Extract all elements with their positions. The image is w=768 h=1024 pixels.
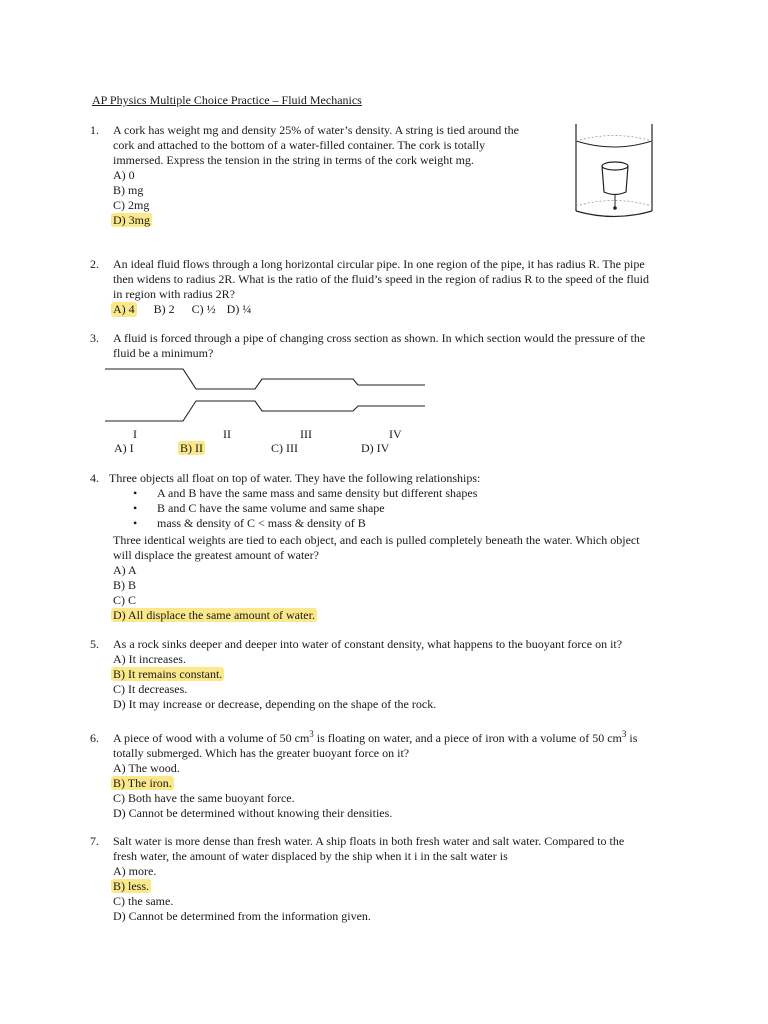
string-anchor [613, 206, 617, 210]
bullet-icon: • [133, 516, 138, 530]
pipe-bottom-wall [105, 401, 425, 421]
question-text-part: is [626, 731, 638, 745]
option-a: A) It increases. [113, 652, 186, 666]
page-title: AP Physics Multiple Choice Practice – Fluid Mechanics [92, 93, 362, 107]
option-b-answer: B) It remains constant. [113, 667, 223, 681]
option-d: D) It may increase or decrease, depending on the shape of the rock. [113, 697, 437, 711]
option-a-answer: A) 4 [113, 302, 135, 316]
question-number: 1. [90, 123, 99, 137]
question-text-part: is floating on water, and a piece of iron with a volume of 50 cm [313, 731, 622, 745]
cork-top [602, 162, 628, 170]
option-a: A) more. [113, 864, 157, 878]
question-text-line: will displace the greatest amount of water? [113, 548, 319, 562]
option-c: C) 2mg [113, 198, 150, 212]
option-c: C) C [113, 593, 137, 607]
question-text-line: fluid be a minimum? [113, 346, 214, 360]
section-label-i: I [133, 427, 137, 441]
question-number: 6. [90, 731, 99, 745]
bullet-icon: • [133, 486, 138, 500]
question-text-line: fresh water, the amount of water displaced by the ship when it i in the salt water is [113, 849, 508, 863]
option-a: A) I [114, 441, 134, 455]
option-b: B) B [113, 578, 137, 592]
option-c: C) the same. [113, 894, 174, 908]
superscript: 3 [621, 729, 627, 739]
section-label-iv: IV [389, 427, 402, 441]
question-number: 3. [90, 331, 99, 345]
option-d-answer: D) All displace the same amount of water. [113, 608, 315, 622]
option-c: C) ½ [191, 302, 216, 316]
question-text-line: in region with radius 2R? [113, 287, 235, 301]
option-b: B) mg [113, 183, 144, 197]
section-label-iii: III [300, 427, 312, 441]
option-d: D) Cannot be determined without knowing their densities. [113, 806, 393, 820]
question-number: 5. [90, 637, 99, 651]
option-b: B) 2 [153, 302, 175, 316]
option-c: C) It decreases. [113, 682, 188, 696]
option-d: D) ¼ [226, 302, 252, 316]
question-intro: Three objects all float on top of water. They have the following relationships: [109, 471, 481, 485]
option-b-answer: B) The iron. [113, 776, 172, 790]
question-text-line: totally submerged. Which has the greater buoyant force on it? [113, 746, 410, 760]
pipe-diagram [100, 366, 430, 428]
cork-container-diagram [570, 122, 660, 224]
question-text-line: An ideal fluid flows through a long horizontal circular pipe. In one region of the pipe, it has radius R. The pipe [113, 257, 645, 271]
question-text-line: then widens to radius 2R. What is the ratio of the fluid’s speed in the region of radius R to the speed of the fluid [113, 272, 650, 286]
bullet-item: B and C have the same volume and same shape [157, 501, 385, 515]
question-text-line: A fluid is forced through a pipe of changing cross section as shown. In which section would the pressure of the [113, 331, 646, 345]
question-number: 4. [90, 471, 99, 485]
option-d-answer: D) 3mg [113, 213, 150, 227]
bullet-icon: • [133, 501, 138, 515]
bullet-item: mass & density of C < mass & density of B [157, 516, 366, 530]
section-label-ii: II [223, 427, 231, 441]
question-number: 2. [90, 257, 99, 271]
question-text-line: immersed. Express the tension in the string in terms of the cork weight mg. [113, 153, 474, 167]
pipe-top-wall [105, 369, 425, 389]
option-a: A) The wood. [113, 761, 180, 775]
option-c: C) III [271, 441, 298, 455]
option-a: A) A [113, 563, 137, 577]
question-text-line: cork and attached to the bottom of a water-filled container. The cork is totally [113, 138, 486, 152]
question-number: 7. [90, 834, 99, 848]
option-b-answer: B) less. [113, 879, 149, 893]
superscript: 3 [309, 729, 314, 739]
question-text-line: Three identical weights are tied to each object, and each is pulled completely beneath the water. Which object [113, 533, 640, 547]
option-d: D) Cannot be determined from the information given. [113, 909, 371, 923]
option-b-answer: B) II [180, 441, 203, 455]
water-surface [576, 141, 652, 147]
option-c: C) Both have the same buoyant force. [113, 791, 295, 805]
question-text-line: As a rock sinks deeper and deeper into water of constant density, what happens to the buoyant force on it? [113, 637, 623, 651]
container-bottom [576, 211, 652, 217]
option-a: A) 0 [113, 168, 135, 182]
option-d: D) IV [361, 441, 390, 455]
question-text-line: Salt water is more dense than fresh water. A ship floats in both fresh water and salt water. Compared to the [113, 834, 625, 848]
question-text-line: A cork has weight mg and density 25% of water’s density. A string is tied around the [113, 123, 519, 137]
bullet-item: A and B have the same mass and same density but different shapes [157, 486, 478, 500]
question-text-part: A piece of wood with a volume of 50 cm [113, 731, 310, 745]
